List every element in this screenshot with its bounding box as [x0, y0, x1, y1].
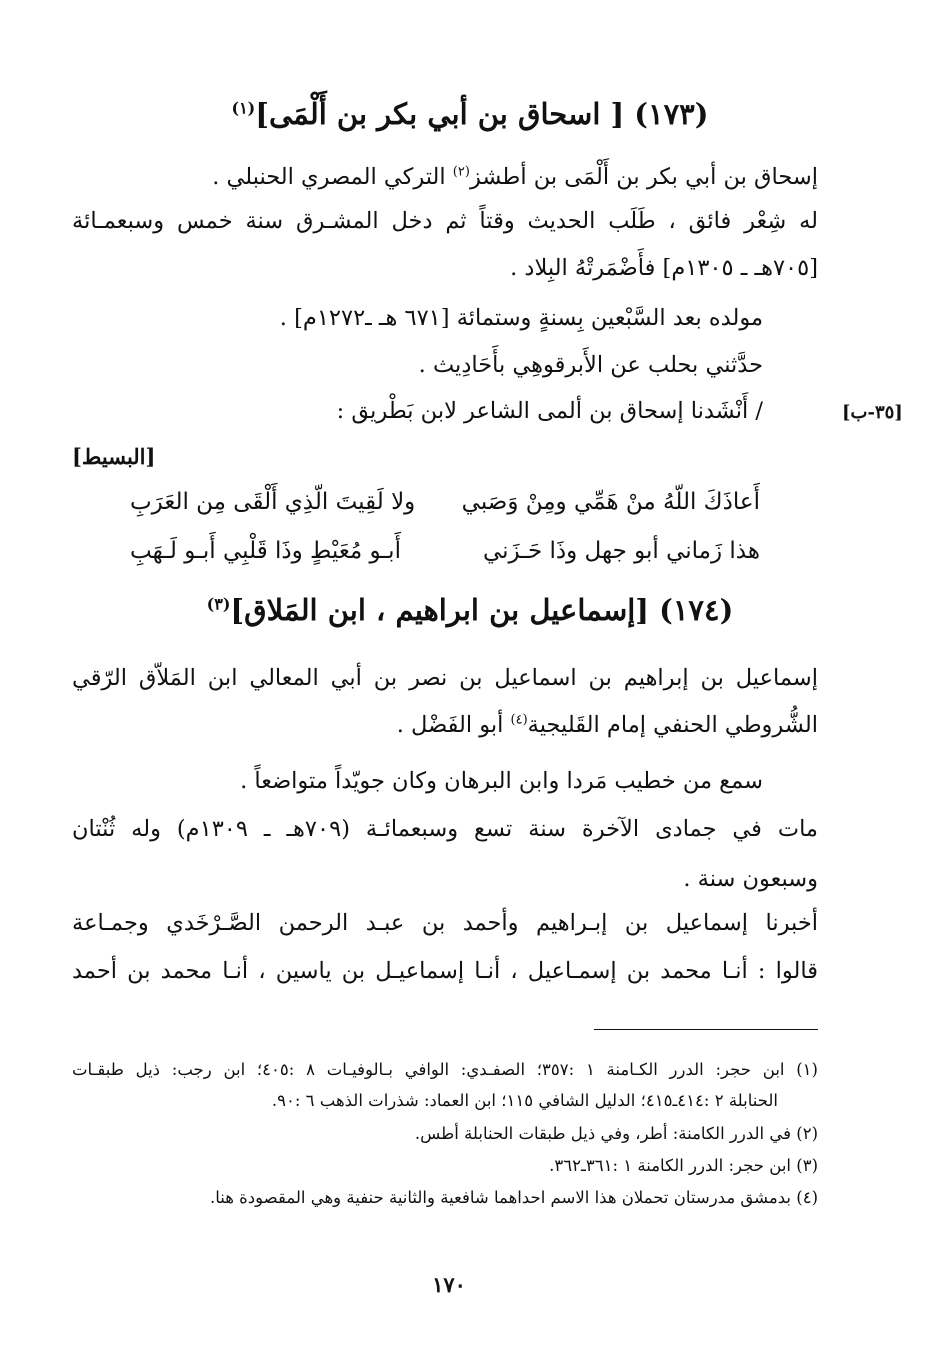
- entry-174-title: [160, 593, 780, 627]
- footnote-3: (٣) ابن حجر: الدرر الكامنة ١ :٣٦١ـ٣٦٢.: [549, 1156, 818, 1175]
- text-line: قالوا : أنـا محمد بن إسمـاعيل ، أنـا إسماعيـل بن ياسين ، أنـا محمد بن أحمد: [72, 958, 818, 984]
- footnote-1-continued: الحنابلة ٢ :٤١٤ـ٤١٥؛ الدليل الشافي ١١٥؛ ابن العماد: شذرات الذهب ٦ :٩٠.: [271, 1091, 778, 1110]
- page-number: ١٧٠: [432, 1272, 466, 1297]
- footnote-ref-4: (٤): [510, 712, 528, 728]
- footnote-ref-1: (١): [231, 98, 256, 118]
- footnote-2: (٢) في الدرر الكامنة: أطر، وفي ذيل طبقات الحنابلة أطس.: [414, 1124, 818, 1143]
- text-line: [212, 164, 818, 190]
- poem-meter-label: [البسيط]: [72, 444, 156, 469]
- text-line: حدَّثني بحلب عن الأَبرقوهِي بأَحَادِيث .: [418, 352, 763, 378]
- line-text: الشُّروطي الحنفي إمام القَليجية: [527, 712, 818, 738]
- footnote-ref-3: (٣): [206, 594, 231, 614]
- footnote-1: (١) ابن حجر: الدرر الكـامنة ١ :٣٥٧؛ الصفـدي: الوافي بـالوفيـات ٨ :٤٠٥؛ ابن رجب: ذيل طبقـات: [72, 1060, 818, 1079]
- line-text: أبو الفَضْل .: [396, 712, 511, 738]
- text-line: مات في جمادى الآخرة سنة تسع وسبعمائـة (٧٠٩هـ ـ ١٣٠٩م) وله ثُنْتان: [72, 816, 818, 842]
- text-line: / أَنْشَدنا إسحاق بن ألمى الشاعر لابن بَطْريق :: [336, 398, 763, 424]
- footnote-ref-2: (٢): [452, 164, 470, 180]
- text-line: أخبرنا إسماعيل بن إبـراهيم وأحمد بن عبـد الرحمن الصَّـرْخَدي وجمـاعة: [72, 910, 818, 936]
- line-text: التركي المصري الحنبلي .: [212, 164, 453, 190]
- entry-173-title-text: (١٧٣) [ اسحاق بن أبي بكر بن أَلْمَى]: [255, 97, 709, 131]
- footnote-separator: [594, 1029, 818, 1030]
- text-line: له شِعْر فائق ، طَلَب الحديث وقتاً ثم دخل المشـرق سنة خمس وسبعمـائة: [72, 208, 818, 234]
- text-line: [397, 712, 818, 738]
- line-text: إسحاق بن أبي بكر بن أَلْمَى بن أطشز: [469, 164, 818, 190]
- verse-hemistich-first: أَعاذَكَ اللّهُ منْ هَمِّي ومِنْ وَصَبي: [461, 489, 760, 515]
- verse-hemistich-second: ولا لَقِيتَ الّذِي أَلْقَى مِن العَرَبِ: [130, 489, 416, 515]
- text-line: وسبعون سنة .: [683, 866, 818, 892]
- verse-hemistich-second: أَبـو مُعَيْطٍ وذَا قَلْبِي أَبـو لَـهَبِ: [130, 538, 401, 564]
- text-line: [٧٠٥هـ ـ ١٣٠٥م] فأَضْمَرتْهُ البِلاد .: [510, 255, 818, 281]
- text-line: إسماعيل بن إبراهيم بن اسماعيل بن نصر بن أبي المعالي ابن المَلاّق الرّقي: [72, 665, 818, 691]
- text-line: سمع من خطيب مَردا وابن البرهان وكان جويّداً متواضعاً .: [240, 768, 763, 794]
- footnote-4: (٤) بدمشق مدرستان تحملان هذا الاسم احداهما شافعية والثانية حنفية وهي المقصودة هنا.: [209, 1188, 818, 1207]
- entry-174-title-text: (١٧٤) [إسماعيل بن ابراهيم ، ابن المَلاق]: [230, 593, 734, 627]
- verse-hemistich-first: هذا زَماني أبو جهل وذَا حَـزَني: [482, 538, 760, 564]
- margin-folio-note: [٣٥-ب]: [842, 402, 903, 423]
- entry-173-title: [160, 97, 780, 131]
- text-line: مولده بعد السَّبْعين بِسنةٍ وستمائة [٦٧١ هـ ـ١٢٧٢م] .: [279, 305, 763, 331]
